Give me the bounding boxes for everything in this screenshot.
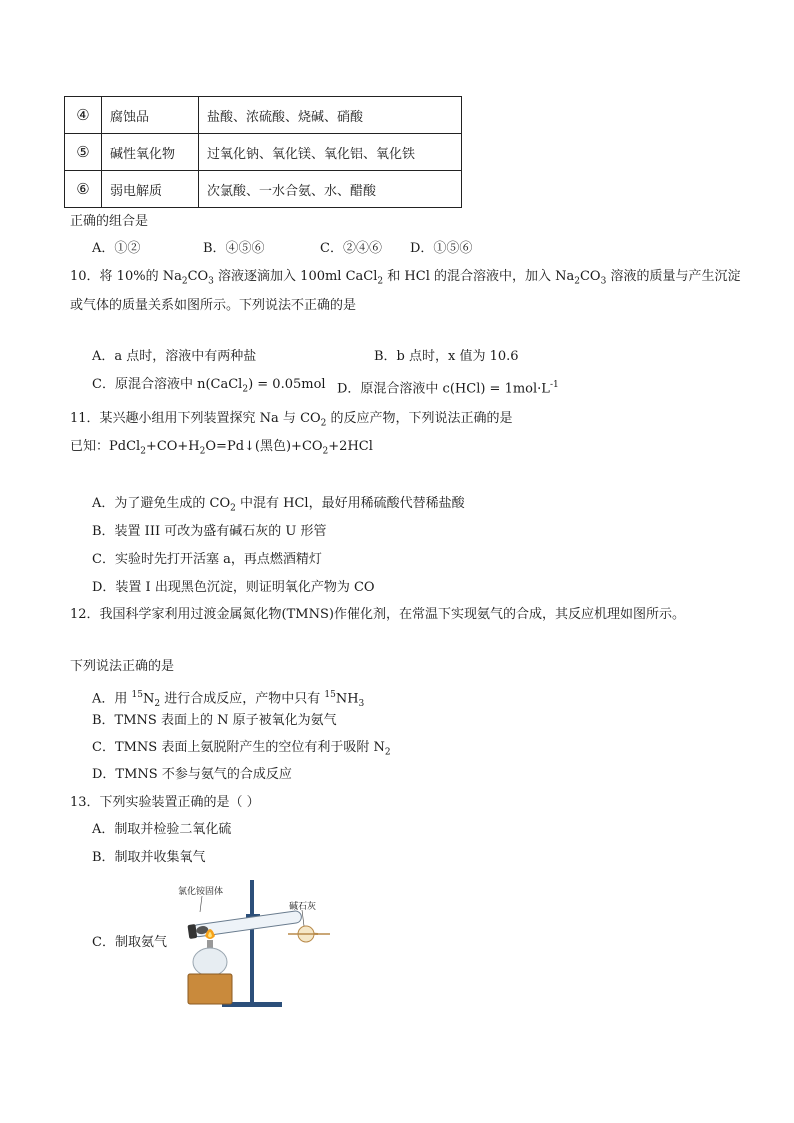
- q12-prompt: 下列说法正确的是: [70, 659, 175, 674]
- q10-option-b: B．b 点时，x 值为 10.6: [374, 349, 519, 364]
- q9-option-c: C．②④⑥: [320, 241, 382, 256]
- q13-option-c: C．制取氨气: [92, 935, 167, 950]
- q10-option-c: C．原混合溶液中 n(CaCl$_2$) = 0.05mol: [92, 377, 326, 395]
- table-row: [65, 97, 462, 134]
- q9-option-a: A．①②: [92, 241, 141, 256]
- q10-stem-line1: 10．将 10%的 $Na_2CO_3$ 溶液逐滴加入 100ml CaCl$_2$ 和 HCl 的混合溶液中，加入 $Na_2CO_3$ 溶液的质量与产生沉淀: [70, 269, 741, 287]
- row-items: 过氧化钠、氧化镁、氧化铝、氧化铁: [199, 134, 462, 171]
- q12-stem: 12．我国科学家利用过渡金属氮化物(TMNS)作催化剂，在常温下实现氨气的合成，其反应机理如图所示。: [70, 607, 685, 622]
- q11-option-b: B．装置 III 可改为盛有碱石灰的 U 形管: [92, 524, 327, 539]
- q11-known: 已知：$PdCl_2+CO+H_2O=Pd↓$(黑色)$+CO_2+2HCl$: [70, 439, 373, 457]
- row-number: ④: [65, 97, 102, 134]
- q11-option-a: A．为了避免生成的 $CO_2$ 中混有 HCl，最好用稀硫酸代替稀盐酸: [92, 496, 465, 514]
- row-category: 碱性氧化物: [102, 134, 199, 171]
- q13-stem: 13．下列实验装置正确的是（ ）: [70, 795, 260, 810]
- figure-label-soda-lime: 碱石灰: [289, 902, 317, 912]
- q12-option-a: A．用 $^{15}N_2$ 进行合成反应，产物中只有 $^{15}NH_3$: [92, 690, 365, 709]
- row-items: 次氯酸、一水合氨、水、醋酸: [199, 171, 462, 208]
- q11-option-d: D．装置 I 出现黑色沉淀，则证明氧化产物为 CO: [92, 580, 375, 595]
- row-category: 弱电解质: [102, 171, 199, 208]
- q13-option-b: B．制取并收集氧气: [92, 850, 206, 865]
- figure-label-ammonium-chloride: 氯化铵固体: [178, 887, 224, 897]
- classification-table: [64, 96, 462, 208]
- q13-option-a: A．制取并检验二氧化硫: [92, 822, 232, 837]
- q9-option-d: D．①⑤⑥: [410, 241, 473, 256]
- q10-stem-line2: 或气体的质量关系如图所示。下列说法不正确的是: [70, 298, 357, 313]
- q11-option-c: C．实验时先打开活塞 a，再点燃酒精灯: [92, 552, 322, 567]
- q12-option-b: B．TMNS 表面上的 N 原子被氧化为氨气: [92, 713, 337, 728]
- row-category: 腐蚀品: [102, 97, 199, 134]
- table-row: [65, 134, 462, 171]
- q12-option-c: C．TMNS 表面上氨脱附产生的空位有利于吸附 $N_2$: [92, 740, 391, 758]
- row-items: 盐酸、浓硫酸、烧碱、硝酸: [199, 97, 462, 134]
- q9-prompt: 正确的组合是: [70, 214, 149, 229]
- q12-option-d: D．TMNS 不参与氨气的合成反应: [92, 767, 292, 782]
- row-number: ⑥: [65, 171, 102, 208]
- q10-option-d: D．原混合溶液中 $c(HCl) = 1mol\cdot L^{-1}$: [337, 380, 559, 397]
- q11-stem: 11．某兴趣小组用下列装置探究 Na 与 $CO_2$ 的反应产物，下列说法正确的是: [70, 411, 513, 429]
- table-row: [65, 171, 462, 208]
- q10-option-a: A．a 点时，溶液中有两种盐: [92, 349, 257, 364]
- row-number: ⑤: [65, 134, 102, 171]
- q9-option-b: B．④⑤⑥: [203, 241, 265, 256]
